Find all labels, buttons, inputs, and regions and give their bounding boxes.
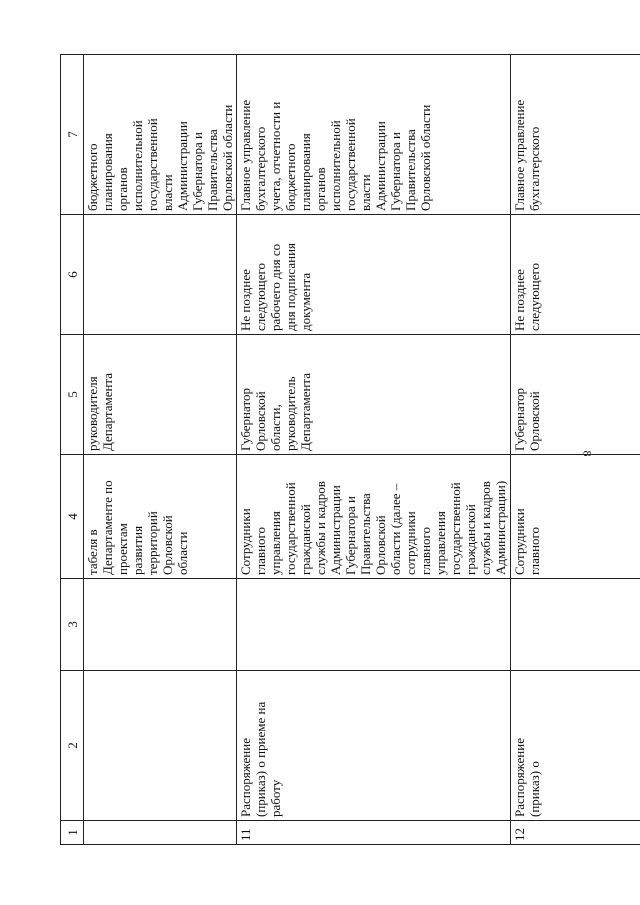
deadline-cell xyxy=(84,215,237,335)
page-number: 8 xyxy=(580,450,595,457)
recipient-cell: Главное управление бухгалтерского xyxy=(511,55,640,215)
column-header: 7 xyxy=(61,55,84,215)
signer-cell: Губернатор Орловской области, руководитель Департамента xyxy=(237,335,511,455)
signer-cell: руководителя Департамента xyxy=(84,335,237,455)
column-3-cell xyxy=(511,579,640,671)
register-table xyxy=(60,54,640,845)
column-header: 2 xyxy=(61,671,84,821)
document-name: Распоряжение (приказ) о приеме на работу xyxy=(237,671,511,821)
column-header: 1 xyxy=(61,821,84,845)
table-row xyxy=(237,55,511,845)
column-3-cell xyxy=(237,579,511,671)
column-3-cell xyxy=(84,579,237,671)
recipient-cell: Главное управление бухгалтерского учета, отчетности и бюджетного планирования органов исполнительной государственной власти Администрации Губернатора и Правительства Орловской области xyxy=(237,55,511,215)
row-number xyxy=(84,821,237,845)
row-number: 12 xyxy=(511,821,640,845)
column-header: 3 xyxy=(61,579,84,671)
column-header: 4 xyxy=(61,455,84,579)
rotated-document xyxy=(60,55,576,845)
column-header: 6 xyxy=(61,215,84,335)
row-number: 11 xyxy=(237,821,511,845)
deadline-cell: Не позднее следующего xyxy=(511,215,640,335)
signer-cell: Губернатор Орловской xyxy=(511,335,640,455)
document-name xyxy=(84,671,237,821)
responsible-cell: Сотрудники главного управления государственной гражданской службы и кадров Администрации Губернатора и Правительства Орловской области (далее – сотрудники главного управления государственной гражданской службы и кадров Администрации) xyxy=(237,455,511,579)
table-row xyxy=(511,55,640,845)
document-name: Распоряжение (приказ) о xyxy=(511,671,640,821)
column-header: 5 xyxy=(61,335,84,455)
responsible-cell: табеля в Департаменте по проектам развития территорий Орловской области xyxy=(84,455,237,579)
table-row xyxy=(84,55,237,845)
recipient-cell: бюджетного планирования органов исполнительной государственной власти Администрации Губернатора и Правительства Орловской области xyxy=(84,55,237,215)
header-row xyxy=(61,55,84,845)
deadline-cell: Не позднее следующего рабочего дня со дня подписания документа xyxy=(237,215,511,335)
responsible-cell: Сотрудники главного xyxy=(511,455,640,579)
